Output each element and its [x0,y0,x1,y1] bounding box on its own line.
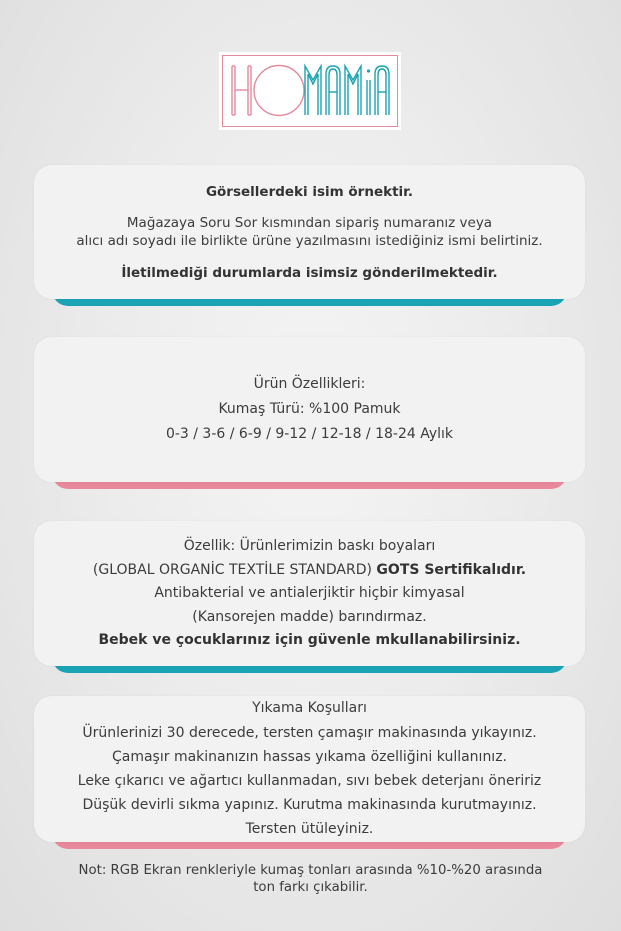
certification-card [34,521,585,666]
card-body [34,696,585,842]
features-heading: Ürün Özellikleri: [253,375,366,392]
washing-heading: Yıkama Koşulları [252,700,367,717]
gots-certified-text: GOTS Sertifikalıdır. [376,561,527,578]
color-disclaimer-note [0,862,621,896]
card-text: (Kansorejen madde) barındırmaz. [192,608,427,625]
washing-instruction: Tersten ütüleyiniz. [245,821,374,838]
logo-wordmark-icon [223,56,396,125]
logo-frame [222,55,398,127]
washing-instruction: Ürünlerinizi 30 derecede, tersten çamaşır makinasında yıkayınız. [82,724,537,741]
homamia-logo [219,52,401,130]
note-line: Not: RGB Ekran renkleriyle kumaş tonları arasında %10-%20 arasında [78,863,543,878]
card-body [34,165,585,299]
card-text: Antibakterial ve antialerjiktir hiçbir kimyasal [154,585,465,602]
note-line: ton farkı çıkabilir. [253,880,368,895]
gots-standard-text: (GLOBAL ORGANİC TEXTİLE STANDARD) [92,561,377,578]
card-text-gots [93,560,526,581]
washing-instructions-card [34,696,585,842]
card-footer-bold: İletilmediği durumlarda isimsiz gönderilmektedir. [121,264,498,281]
washing-instruction: Düşük devirli sıkma yapınız. Kurutma makinasında kurutmayınız. [82,797,537,814]
washing-instruction: Leke çıkarıcı ve ağartıcı kullanmadan, sıvı bebek deterjanı öneririz [77,773,542,789]
name-info-card [34,165,585,299]
card-text: alıcı adı soyadı ile birlikte ürüne yazılmasını istediğiniz ismi belirtiniz. [76,233,543,249]
card-text: Mağazaya Soru Sor kısmından sipariş numaranız veya [126,215,493,232]
size-range: 0-3 / 3-6 / 6-9 / 9-12 / 12-18 / 18-24 Aylık [165,426,454,443]
washing-instruction: Çamaşır makinanızın hassas yıkama özelliğini kullanınız. [111,748,507,765]
card-footer-bold: Bebek ve çocuklarınız için güvenle mkullanabilirsiniz. [98,632,521,649]
card-text: Özellik: Ürünlerimizin baskı boyaları [183,538,436,555]
fabric-type: Kumaş Türü: %100 Pamuk [218,400,401,417]
card-body [34,337,585,482]
card-body [34,521,585,666]
product-features-card [34,337,585,482]
card-title: Görsellerdeki isim örnektir. [205,183,414,200]
